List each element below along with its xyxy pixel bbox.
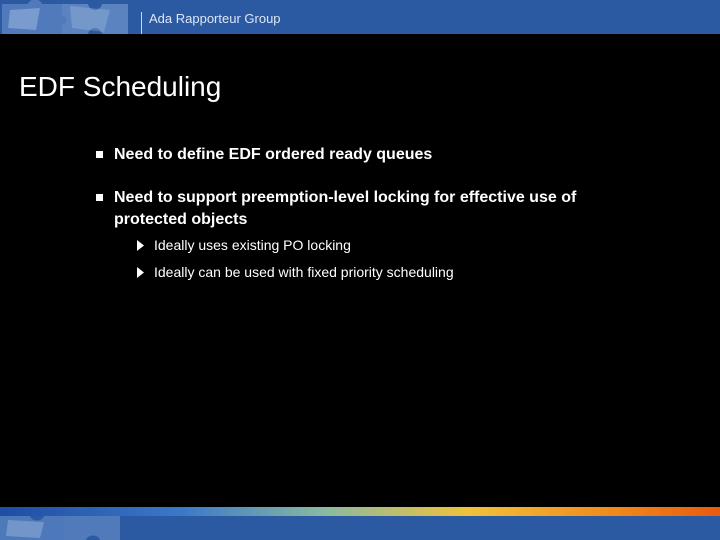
bullet-1-text: Need to define EDF ordered ready queues: [114, 146, 433, 163]
square-bullet-icon: [96, 151, 103, 158]
slide-title: EDF Scheduling: [19, 71, 222, 102]
bullet-2-text-line2: protected objects: [114, 211, 248, 228]
puzzle-logo-icon: [0, 0, 135, 34]
square-bullet-icon: [96, 194, 103, 201]
bullet-1: [114, 144, 704, 166]
puzzle-logo-icon: [0, 516, 130, 540]
triangle-bullet-icon: [137, 240, 144, 251]
footer-banner: [0, 516, 720, 540]
subbullet-2-text: Ideally can be used with fixed priority scheduling: [154, 264, 454, 280]
header-banner: [0, 0, 720, 34]
bullet-2-text-line1: Need to support preemption-level locking for effective use of: [114, 189, 577, 206]
triangle-bullet-icon: [137, 267, 144, 278]
footer-gradient-bar: [0, 507, 720, 516]
subbullet-1-text: Ideally uses existing PO locking: [154, 237, 351, 253]
header-title: Ada Rapporteur Group: [149, 11, 281, 26]
subbullet-1: [154, 236, 351, 254]
subbullet-2: [154, 263, 454, 281]
bullet-2: [114, 187, 704, 231]
header-divider: [141, 12, 142, 34]
